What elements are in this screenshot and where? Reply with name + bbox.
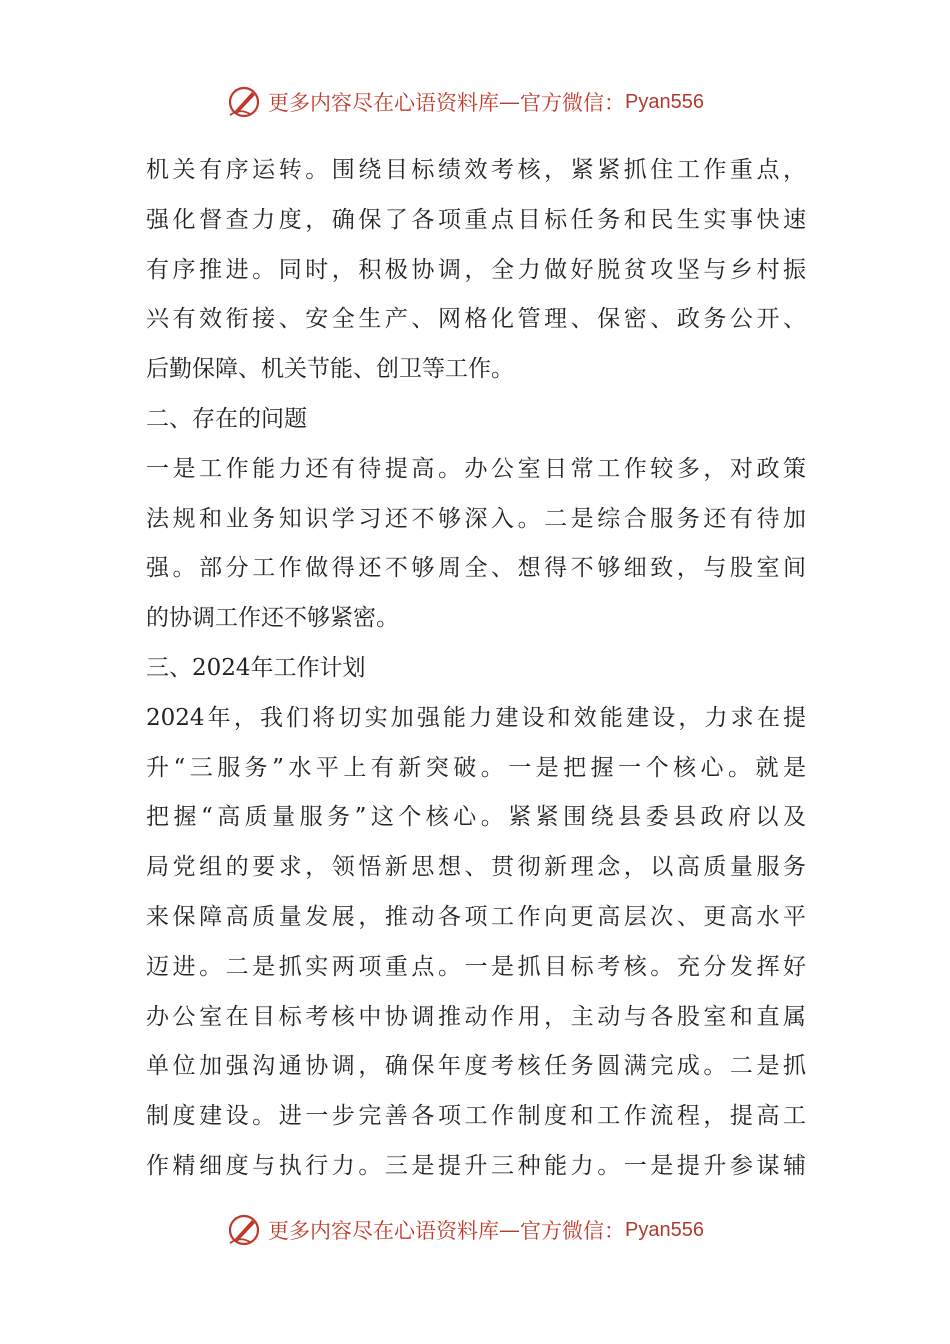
paragraph (146, 146, 806, 395)
text-line: 迈进。二是抓实两项重点。一是抓目标考核。充分发挥好 (146, 953, 806, 980)
paragraph (146, 445, 806, 644)
text-line: 强。部分工作做得还不够周全、想得不够细致，与股室间 (146, 555, 806, 582)
text-line: 2024年，我们将切实加强能力建设和效能建设，力求在提 (146, 704, 806, 731)
text-line: 法规和业务知识学习还不够深入。二是综合服务还有待加 (146, 505, 806, 532)
text-line: 来保障高质量发展，推动各项工作向更高层次、更高水平 (146, 903, 806, 930)
paragraph (146, 694, 806, 1192)
text-line: 升“三服务”水平上有新突破。一是把握一个核心。就是 (146, 754, 806, 781)
section-heading (146, 395, 806, 445)
text-line: 办公室在目标考核中协调推动作用，主动与各股室和直属 (146, 1003, 806, 1030)
text-line: 局党组的要求，领悟新思想、贯彻新理念，以高质量服务 (146, 854, 806, 881)
section-heading (146, 644, 806, 694)
text-line: 机关有序运转。围绕目标绩效考核，紧紧抓住工作重点， (146, 157, 806, 183)
text-line: 兴有效衔接、安全生产、网格化管理、保密、政务公开、 (146, 306, 806, 333)
text-line: 强化督查力度，确保了各项重点目标任务和民生实事快速 (146, 206, 806, 233)
heading-line: 三、2024年工作计划 (146, 654, 366, 681)
watermark-footer (226, 1210, 746, 1250)
watermark-text: 更多内容尽在心语资料库 (268, 91, 499, 115)
watermark-text: 更多内容尽在心语资料库 (268, 1219, 499, 1243)
text-line: 制度建设。进一步完善各项工作制度和工作流程，提高工 (146, 1103, 806, 1130)
quill-logo-icon (226, 1212, 262, 1248)
document-body (146, 146, 806, 1192)
heading-line: 二、存在的问题 (146, 405, 307, 432)
text-line: 的协调工作还不够紧密。 (146, 605, 399, 632)
watermark-id: Pyan556 (625, 90, 704, 113)
watermark-header (226, 82, 746, 122)
watermark-id: Pyan556 (625, 1218, 704, 1241)
text-line: 后勤保障、机关节能、创卫等工作。 (146, 356, 514, 383)
watermark-label: 官方微信： (520, 1219, 625, 1243)
text-line: 把握“高质量服务”这个核心。紧紧围绕县委县政府以及 (146, 804, 806, 831)
quill-logo-icon (226, 84, 262, 120)
text-line: 单位加强沟通协调，确保年度考核任务圆满完成。二是抓 (146, 1053, 806, 1080)
text-line: 有序推进。同时，积极协调，全力做好脱贫攻坚与乡村振 (146, 256, 806, 283)
text-line: 作精细度与执行力。三是提升三种能力。一是提升参谋辅 (146, 1152, 806, 1179)
text-line: 一是工作能力还有待提高。办公室日常工作较多，对政策 (146, 455, 806, 482)
watermark-dash: — (499, 90, 520, 114)
watermark-dash: — (499, 1218, 520, 1242)
watermark-label: 官方微信： (520, 91, 625, 115)
